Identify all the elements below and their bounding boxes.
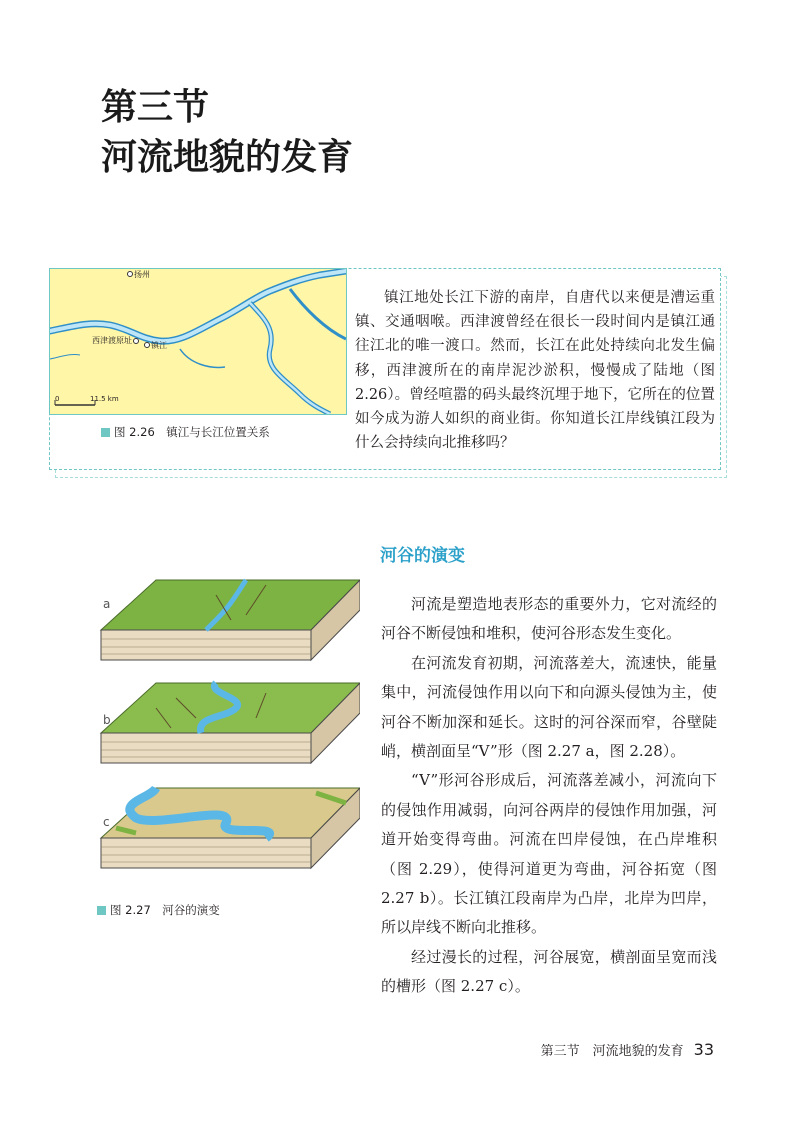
caption-marker-icon bbox=[101, 428, 110, 437]
subheading-valley-evolution: 河谷的演变 bbox=[380, 546, 465, 566]
block-diagram-a bbox=[96, 575, 360, 670]
map-label-xijindu: 西津渡原址 bbox=[92, 336, 132, 345]
body-paragraph: 在河流发育初期，河流落差大，流速快，能量集中，河流侵蚀作用以向下和向源头侵蚀为主，使河谷不断加深和延长。这时的河谷深而窄，谷壁陡峭，横剖面呈“V”形（图 2.27 a，图 2.28）。 bbox=[381, 653, 717, 761]
fig227-label-c: c bbox=[103, 815, 110, 829]
page-footer bbox=[541, 1040, 714, 1059]
map-scale-zero: 0 bbox=[55, 395, 60, 403]
body-text bbox=[381, 590, 717, 1002]
fig227-caption-text: 图 2.27 河谷的演变 bbox=[110, 903, 220, 917]
fig227-label-a: a bbox=[103, 597, 111, 611]
fig226-caption-text: 图 2.26 镇江与长江位置关系 bbox=[114, 425, 270, 439]
intro-paragraph: 镇江地处长江下游的南岸，自唐代以来便是漕运重镇、交通咽喉。西津渡曾经在很长一段时间内是镇江通往江北的唯一渡口。然而，长江在此处持续向北发生偏移，西津渡所在的南岸泥沙淤积，慢慢成了陆地（图 2.26）。曾经喧嚣的码头最终沉埋于地下，它所在的位置如今成为游人如织的商业街。你知道长江岸线镇江段为什么会持续向北推移吗？ bbox=[355, 290, 715, 452]
section-number: 第三节 bbox=[101, 86, 210, 128]
body-paragraph: “V”形河谷形成后，河流落差减小，河流向下的侵蚀作用减弱，向河谷两岸的侵蚀作用加强，河道开始变得弯曲。河流在凹岸侵蚀，在凸岸堆积（图 2.29），使得河道更为弯曲，河谷拓宽（图 2.27 b）。长江镇江段南岸为凸岸，北岸为凹岸，所以岸线不断向北推移。 bbox=[381, 771, 717, 937]
block-diagram-c bbox=[96, 783, 360, 883]
intro-box bbox=[49, 268, 724, 476]
map-label-yangzhou: 扬州 bbox=[134, 270, 150, 279]
section-name: 河流地貌的发育 bbox=[101, 136, 354, 178]
caption-marker-icon bbox=[97, 906, 106, 915]
body-paragraph: 河流是塑造地表形态的重要外力，它对流经的河谷不断侵蚀和堆积，使河谷形态发生变化。 bbox=[381, 595, 717, 643]
fig227-caption bbox=[97, 902, 220, 918]
map-scale-distance: 11.5 km bbox=[90, 395, 119, 403]
map-zhenjiang bbox=[49, 268, 347, 415]
fig226-caption bbox=[101, 424, 270, 440]
block-diagram-b bbox=[96, 678, 360, 773]
page-number: 33 bbox=[693, 1040, 714, 1059]
body-paragraph: 经过漫长的过程，河谷展宽，横剖面呈宽而浅的槽形（图 2.27 c）。 bbox=[381, 947, 717, 996]
fig227-label-b: b bbox=[103, 713, 111, 727]
map-label-zhenjiang: 镇江 bbox=[151, 341, 167, 350]
section-title bbox=[101, 82, 353, 182]
footer-label: 第三节 河流地貌的发育 bbox=[540, 1044, 684, 1059]
